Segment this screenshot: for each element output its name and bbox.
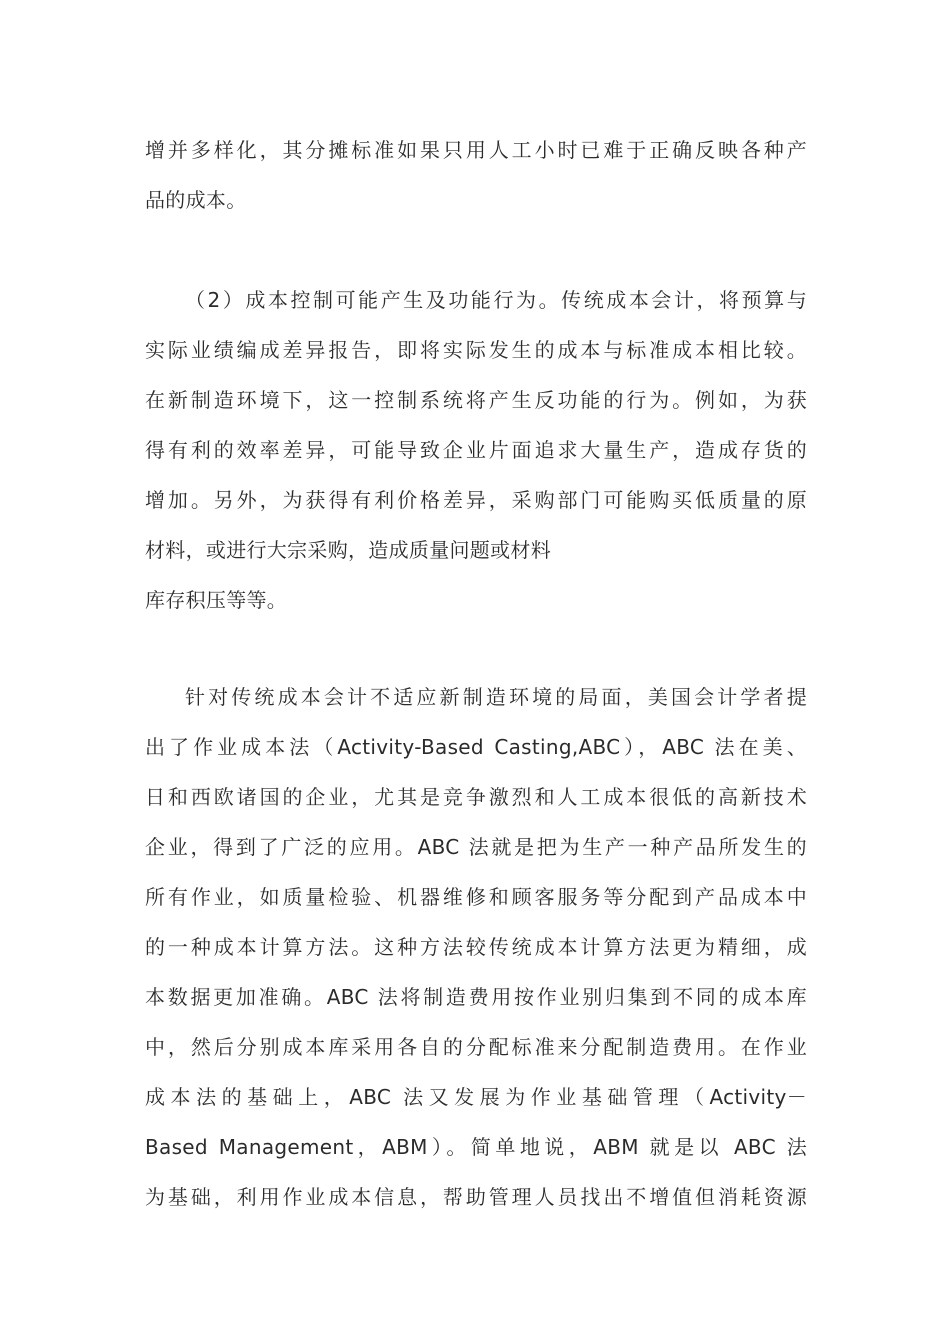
text-line: 所有作业，如质量检验、机器维修和顾客服务等分配到产品成本中 [145,885,807,909]
paragraph-cost-allocation [145,125,807,225]
text-line: 出了作业成本法（Activity-Based Casting,ABC），ABC 法在美、 [145,735,807,759]
text-line: 得有利的效率差异，可能导致企业片面追求大量生产，造成存货的 [145,438,807,462]
text-line: 实际业绩编成差异报告，即将实际发生的成本与标准成本相比较。 [145,338,807,362]
text-line: 增加。另外，为获得有利价格差异，采购部门可能购买低质量的原 [145,488,807,512]
text-line: 增并多样化，其分摊标准如果只用人工小时已难于正确反映各种产 [145,138,807,162]
text-line: 中，然后分别成本库采用各自的分配标准来分配制造费用。在作业 [145,1035,807,1059]
text-line: 为基础，利用作业成本信息，帮助管理人员找出不增值但消耗资源 [145,1185,807,1209]
text-line: （2）成本控制可能产生及功能行为。传统成本会计，将预算与 [185,288,807,312]
paragraph-activity-based-costing [145,672,807,1222]
text-line: 品的成本。 [145,188,247,212]
text-line: 成本法的基础上，ABC 法又发展为作业基础管理（Activity－ [145,1085,807,1109]
text-line: 在新制造环境下，这一控制系统将产生反功能的行为。例如，为获 [145,388,807,412]
paragraph-cost-control [145,275,807,625]
text-line: 日和西欧诸国的企业，尤其是竞争激烈和人工成本很低的高新技术 [145,785,807,809]
text-line: Based Management，ABM）。简单地说，ABM 就是以 ABC 法 [145,1135,807,1159]
text-line: 库存积压等等。 [145,588,288,612]
text-line: 企业，得到了广泛的应用。ABC 法就是把为生产一种产品所发生的 [145,835,807,859]
text-line: 材料，或进行大宗采购，造成质量问题或材料 [145,538,551,562]
text-line: 本数据更加准确。ABC 法将制造费用按作业别归集到不同的成本库 [145,985,807,1009]
text-line: 的一种成本计算方法。这种方法较传统成本计算方法更为精细，成 [145,935,807,959]
text-line: 针对传统成本会计不适应新制造环境的局面，美国会计学者提 [185,685,807,709]
